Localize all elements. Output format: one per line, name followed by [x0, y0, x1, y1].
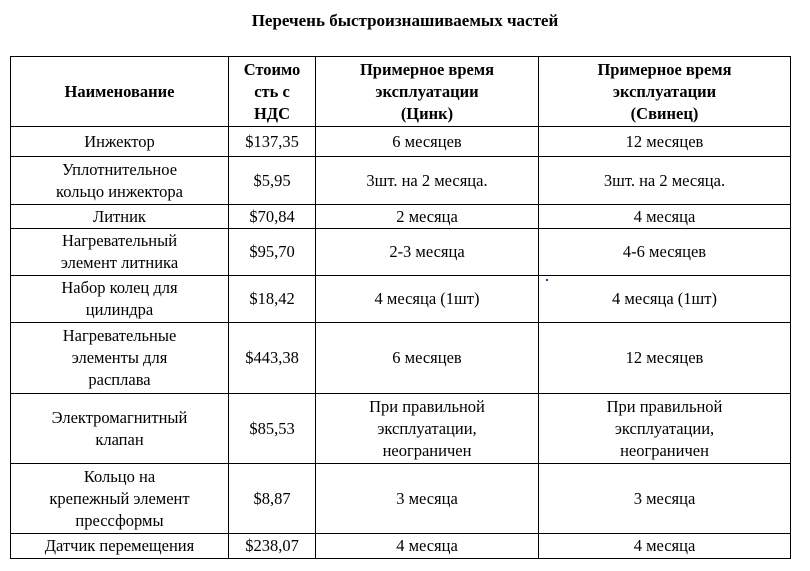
cell-lead: 4-6 месяцев: [539, 229, 791, 276]
cell-name: Инжектор: [11, 127, 229, 157]
cell-price: $5,95: [229, 157, 316, 205]
cell-price: $85,53: [229, 394, 316, 464]
table-row: [11, 229, 791, 276]
cell-name: Нагревательный элемент литника: [11, 229, 229, 276]
cell-price: $8,87: [229, 464, 316, 534]
cell-name: Нагревательные элементы для расплава: [11, 323, 229, 394]
header-price: Стоимо сть с НДС: [229, 57, 316, 127]
cell-zinc: 2 месяца: [316, 205, 539, 229]
table-row: [11, 157, 791, 205]
header-row: [11, 57, 791, 127]
document-title: Перечень быстроизнашиваемых частей: [251, 11, 559, 30]
cell-lead: 4 месяца (1шт): [539, 276, 791, 323]
header-name: Наименование: [11, 57, 229, 127]
table-row: [11, 394, 791, 464]
cell-lead: 4 месяца: [539, 534, 791, 559]
table-row: [11, 534, 791, 559]
table-row: [11, 323, 791, 394]
table-row: [11, 464, 791, 534]
cell-name: Набор колец для цилиндра: [11, 276, 229, 323]
cell-name: Электромагнитный клапан: [11, 394, 229, 464]
cell-zinc: 6 месяцев: [316, 127, 539, 157]
parts-table: [10, 56, 791, 559]
cell-zinc: 4 месяца (1шт): [316, 276, 539, 323]
cell-price: $443,38: [229, 323, 316, 394]
cell-zinc: 4 месяца: [316, 534, 539, 559]
cell-zinc: 3шт. на 2 месяца.: [316, 157, 539, 205]
cell-price: $18,42: [229, 276, 316, 323]
stray-dot-mark: [546, 279, 548, 281]
header-lead-lifetime: Примерное время эксплуатации (Свинец): [539, 57, 791, 127]
cell-price: $95,70: [229, 229, 316, 276]
cell-zinc: 3 месяца: [316, 464, 539, 534]
cell-lead: 12 месяцев: [539, 127, 791, 157]
cell-price: $137,35: [229, 127, 316, 157]
cell-lead: При правильной эксплуатации, неограничен: [539, 394, 791, 464]
header-zinc-lifetime: Примерное время эксплуатации (Цинк): [316, 57, 539, 127]
cell-price: $70,84: [229, 205, 316, 229]
cell-price: $238,07: [229, 534, 316, 559]
table-row: [11, 276, 791, 323]
cell-name: Кольцо на крепежный элемент прессформы: [11, 464, 229, 534]
cell-name: Датчик перемещения: [11, 534, 229, 559]
table-row: [11, 127, 791, 157]
cell-lead: 4 месяца: [539, 205, 791, 229]
cell-zinc: 6 месяцев: [316, 323, 539, 394]
cell-lead: 3 месяца: [539, 464, 791, 534]
cell-zinc: При правильной эксплуатации, неограничен: [316, 394, 539, 464]
table-row: [11, 205, 791, 229]
cell-name: Литник: [11, 205, 229, 229]
cell-zinc: 2-3 месяца: [316, 229, 539, 276]
cell-lead: 12 месяцев: [539, 323, 791, 394]
cell-name: Уплотнительное кольцо инжектора: [11, 157, 229, 205]
cell-lead: 3шт. на 2 месяца.: [539, 157, 791, 205]
